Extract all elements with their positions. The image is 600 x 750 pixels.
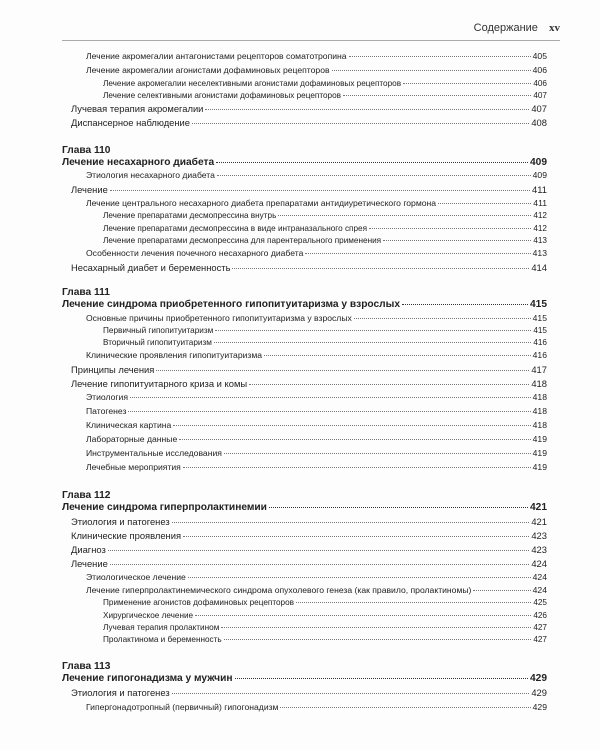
toc-entry[interactable]: Лечение 411 [71, 184, 547, 195]
chapter-title[interactable]: Лечение синдрома гиперпролактинемии 421 [62, 502, 547, 513]
toc-entry[interactable]: Лучевая терапия пролактином 427 [103, 623, 547, 632]
toc-entry[interactable]: Диагноз 423 [71, 544, 547, 555]
header-page-number: xv [549, 22, 560, 34]
toc-entry[interactable]: Патогенез 418 [86, 406, 547, 416]
toc-entry[interactable]: Этиология несахарного диабета 409 [86, 170, 547, 180]
toc-entry[interactable]: Инструментальные исследования 419 [86, 448, 547, 458]
toc-entry[interactable]: Лечение гипопитуитарного криза и комы 418 [71, 378, 547, 389]
toc-entry[interactable]: Основные причины приобретенного гипопитуитаризма у взрослых 415 [86, 313, 547, 323]
toc-entry[interactable]: Лечение 424 [71, 558, 547, 569]
toc-entry[interactable]: Диспансерное наблюдение 408 [71, 117, 547, 128]
toc-entry[interactable]: Хирургическое лечение 426 [103, 611, 547, 620]
toc-entry[interactable]: Лечение акромегалии антагонистами рецепторов соматотропина 405 [86, 51, 547, 61]
toc-entry[interactable]: Лечение акромегалии неселективными агонистами дофаминовых рецепторов 406 [103, 79, 547, 88]
toc-entry[interactable]: Пролактинома и беременность 427 [103, 635, 547, 644]
chapter-label: Глава 112 [62, 490, 111, 501]
toc-entry[interactable]: Применение агонистов дофаминовых рецепторов 425 [103, 598, 547, 607]
toc-entry[interactable]: Этиология и патогенез 421 [71, 516, 547, 527]
toc-entry[interactable]: Лечение препаратами десмопрессина для парентерального применения 413 [103, 236, 547, 245]
toc-entry[interactable]: Лечение селективными агонистами дофаминовых рецепторов 407 [103, 91, 547, 100]
toc-entry[interactable]: Лечение гиперпролактинемического синдрома опухолевого генеза (как правило, пролактиномы) 424 [86, 585, 547, 595]
toc-entry[interactable]: Этиология 418 [86, 392, 547, 402]
running-header [474, 22, 560, 34]
toc-entry[interactable]: Клинические проявления гипопитуитаризма 416 [86, 350, 547, 360]
chapter-title[interactable]: Лечение гипогонадизма у мужчин 429 [62, 673, 547, 684]
header-section: Содержание [473, 22, 538, 34]
toc-entry[interactable]: Клинические проявления 423 [71, 530, 547, 541]
chapter-label: Глава 110 [62, 145, 111, 156]
toc-entry[interactable]: Принципы лечения 417 [71, 364, 547, 375]
toc-entry[interactable]: Гипергонадотропный (первичный) гипогонадизм 429 [86, 702, 547, 712]
toc-entry[interactable]: Первичный гипопитуитаризм 415 [103, 326, 547, 335]
toc-entry[interactable]: Этиологическое лечение 424 [86, 572, 547, 582]
toc-entry[interactable]: Вторичный гипопитуитаризм 416 [103, 338, 547, 347]
header-rule [62, 40, 560, 41]
toc-entry[interactable]: Лечебные мероприятия 419 [86, 462, 547, 472]
chapter-label: Глава 113 [62, 661, 111, 672]
toc-entry[interactable]: Лечение акромегалии агонистами дофаминовых рецепторов 406 [86, 65, 547, 75]
chapter-title[interactable]: Лечение синдрома приобретенного гипопитуитаризма у взрослых 415 [62, 299, 547, 310]
toc-entry[interactable]: Несахарный диабет и беременность 414 [71, 262, 547, 273]
toc-entry[interactable]: Лечение центрального несахарного диабета препаратами антидиуретического гормона 411 [86, 198, 547, 208]
toc-entry[interactable]: Особенности лечения почечного несахарного диабета 413 [86, 248, 547, 258]
chapter-title[interactable]: Лечение несахарного диабета 409 [62, 157, 547, 168]
toc-entry[interactable]: Лабораторные данные 419 [86, 434, 547, 444]
toc-entry[interactable]: Лечение препаратами десмопрессина в виде интраназального спрея 412 [103, 224, 547, 233]
chapter-label: Глава 111 [62, 287, 110, 298]
toc-entry[interactable]: Лучевая терапия акромегалии 407 [71, 103, 547, 114]
toc-entry[interactable]: Этиология и патогенез 429 [71, 687, 547, 698]
toc-entry[interactable]: Лечение препаратами десмопрессина внутрь 412 [103, 211, 547, 220]
toc-entry[interactable]: Клиническая картина 418 [86, 420, 547, 430]
